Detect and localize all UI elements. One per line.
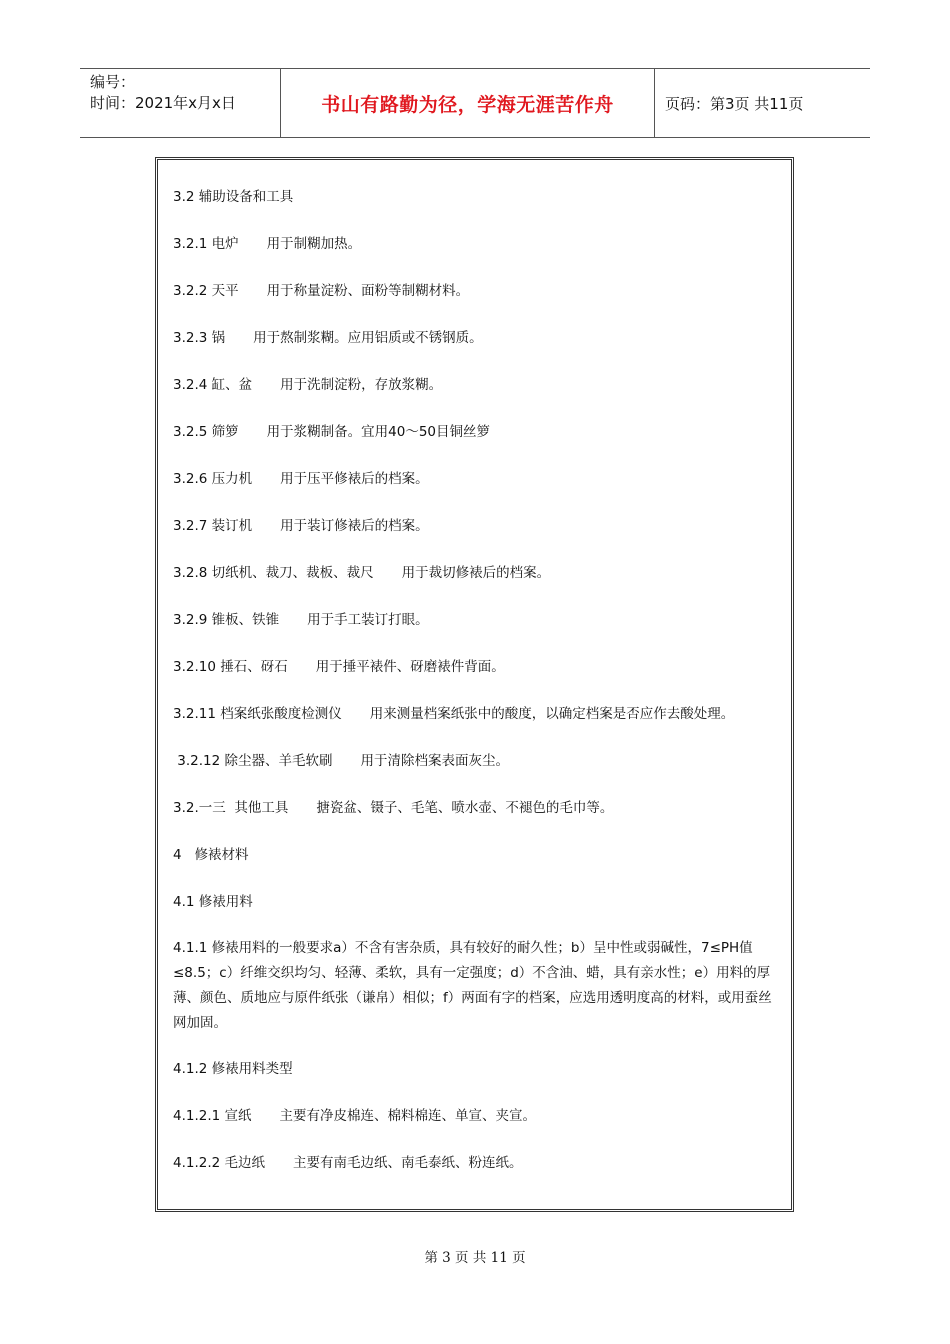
list-item bbox=[173, 846, 778, 865]
item-number: 3.2.5 bbox=[173, 424, 208, 440]
document-body bbox=[173, 188, 778, 1201]
item-description: 用于压平修裱后的档案。 bbox=[280, 471, 429, 487]
list-item bbox=[173, 188, 778, 207]
item-description: 搪瓷盆、镊子、毛笔、喷水壶、不褪色的毛巾等。 bbox=[316, 800, 614, 816]
item-description: 用于熬制浆糊。应用铝质或不锈钢质。 bbox=[253, 330, 483, 346]
item-term: 装订机 bbox=[211, 518, 253, 534]
item-term: 辅助设备和工具 bbox=[198, 189, 294, 205]
item-term: 锅 bbox=[211, 330, 226, 346]
item-number: 3.2 bbox=[173, 189, 195, 205]
item-number: 3.2.2 bbox=[173, 283, 208, 299]
item-term: 修裱用料类型 bbox=[211, 1061, 293, 1077]
list-item bbox=[173, 893, 778, 912]
item-description: 用于浆糊制备。宜用40～50目铜丝箩 bbox=[266, 424, 491, 440]
list-item bbox=[173, 329, 778, 348]
item-description: 用于手工装订打眼。 bbox=[307, 612, 429, 628]
list-item bbox=[173, 658, 778, 677]
item-description: 用于装订修裱后的档案。 bbox=[280, 518, 429, 534]
item-term: 缸、盆 bbox=[211, 377, 253, 393]
item-number: 3.2.10 bbox=[173, 659, 216, 675]
content-frame bbox=[155, 157, 794, 1212]
item-number: 3.2.4 bbox=[173, 377, 208, 393]
item-number: 4.1.2.2 bbox=[173, 1155, 221, 1171]
list-item bbox=[173, 705, 778, 724]
list-item bbox=[173, 376, 778, 395]
item-number: 3.2.6 bbox=[173, 471, 208, 487]
item-term: 筛箩 bbox=[211, 424, 239, 440]
item-number: 4.1.2 bbox=[173, 1061, 208, 1077]
item-description: 主要有净皮棉连、棉料棉连、单宣、夹宣。 bbox=[279, 1108, 537, 1124]
number-label: 编号： bbox=[90, 73, 136, 91]
item-description: 用于制糊加热。 bbox=[266, 236, 362, 252]
page-footer: 第 3 页 共 11 页 bbox=[424, 1250, 526, 1266]
list-item bbox=[173, 235, 778, 254]
item-term: 锥板、铁锥 bbox=[211, 612, 280, 628]
item-description: 用来测量档案纸张中的酸度，以确定档案是否应作去酸处理。 bbox=[369, 706, 735, 722]
item-number: 3.2.9 bbox=[173, 612, 208, 628]
item-number: 3.2.一三 bbox=[173, 800, 226, 816]
item-number: 3.2.1 bbox=[173, 236, 208, 252]
item-term: 其他工具 bbox=[230, 800, 289, 816]
list-item bbox=[173, 1107, 778, 1126]
item-number: 3.2.12 bbox=[173, 753, 221, 769]
item-number: 4.1.2.1 bbox=[173, 1108, 221, 1124]
item-number: 3.2.3 bbox=[173, 330, 208, 346]
item-term: 切纸机、裁刀、裁板、裁尺 bbox=[211, 565, 374, 581]
list-item bbox=[173, 517, 778, 536]
list-item bbox=[173, 799, 778, 818]
item-term: 电炉 bbox=[211, 236, 239, 252]
list-item bbox=[173, 470, 778, 489]
list-item bbox=[173, 564, 778, 583]
item-term: 压力机 bbox=[211, 471, 253, 487]
item-description: 用于捶平裱件、砑磨裱件背面。 bbox=[315, 659, 505, 675]
item-description: 用于清除档案表面灰尘。 bbox=[360, 753, 510, 769]
item-term: 捶石、砑石 bbox=[220, 659, 288, 675]
item-term: 修裱用料 bbox=[198, 894, 253, 910]
item-term: 档案纸张酸度检测仪 bbox=[220, 706, 342, 722]
item-description: 用于称量淀粉、面粉等制糊材料。 bbox=[266, 283, 470, 299]
item-term: 修裱材料 bbox=[185, 847, 249, 863]
list-item bbox=[173, 611, 778, 630]
time-label: 时间：2021年x月x日 bbox=[90, 94, 236, 112]
item-number: 3.2.8 bbox=[173, 565, 208, 581]
item-number: 3.2.11 bbox=[173, 706, 216, 722]
requirements-paragraph: 4.1.1 修裱用料的一般要求a）不含有害杂质，具有较好的耐久性；b）呈中性或弱碱性，7≤PH值≤8.5；c）纤维交织均匀、轻薄、柔软，具有一定强度；d）不含油、蜡，具有亲水性；e）用料的厚薄、颜色、质地应与原件纸张（谦帛）相似；f）两面有字的档案，应选用透明度高的材料，或用蚕丝网加固。 bbox=[173, 940, 772, 1031]
item-number: 4.1 bbox=[173, 894, 195, 910]
list-item bbox=[173, 423, 778, 442]
header-meta bbox=[80, 69, 281, 137]
list-item bbox=[173, 1154, 778, 1173]
item-term: 宣纸 bbox=[224, 1108, 252, 1124]
item-number: 3.2.7 bbox=[173, 518, 208, 534]
item-description: 用于洗制淀粉，存放浆糊。 bbox=[280, 377, 443, 393]
list-item bbox=[173, 282, 778, 301]
header-motto: 书山有路勤为径，学海无涯苦作舟 bbox=[281, 69, 655, 137]
item-term: 天平 bbox=[211, 283, 239, 299]
item-term: 毛边纸 bbox=[224, 1155, 266, 1171]
header-page-info: 页码：第3页 共11页 bbox=[665, 94, 804, 113]
item-description: 主要有南毛边纸、南毛泰纸、粉连纸。 bbox=[293, 1155, 523, 1171]
item-description: 用于裁切修裱后的档案。 bbox=[401, 565, 551, 581]
list-item bbox=[173, 752, 778, 771]
item-number: 4 bbox=[173, 847, 182, 863]
list-item bbox=[173, 1060, 778, 1079]
page-header bbox=[80, 68, 870, 138]
item-term: 除尘器、羊毛软刷 bbox=[224, 753, 333, 769]
